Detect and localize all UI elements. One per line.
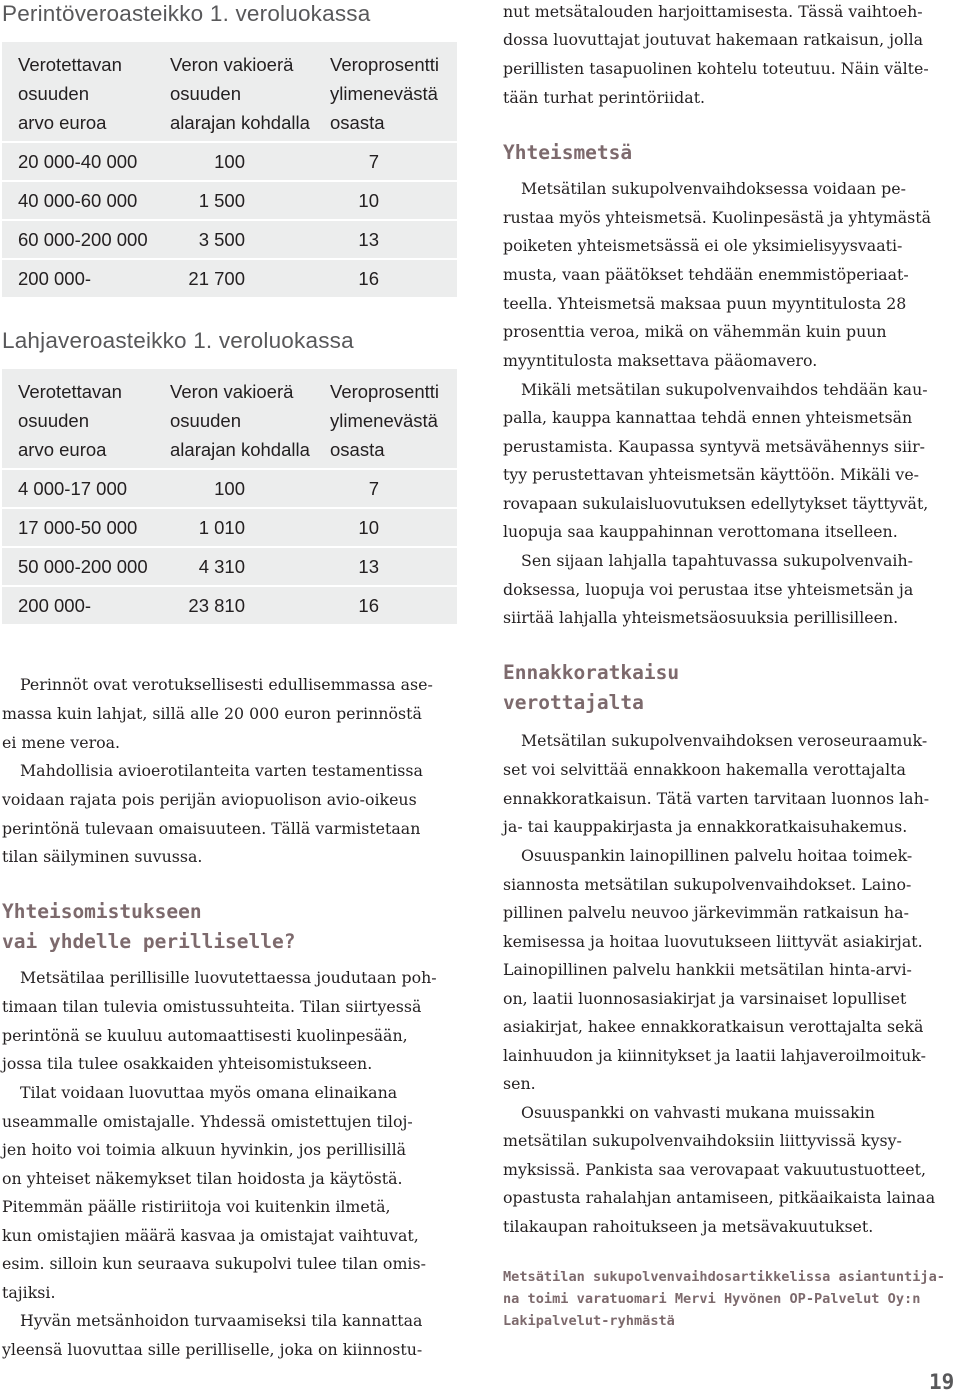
table-row: 17 000-50 000 1 010 10 [2, 507, 457, 546]
paragraph-line: sen. [503, 1074, 536, 1093]
header-tax-percent: Veroprosentti ylimenevästä osasta [330, 54, 440, 133]
paragraph-line: myksissä. Pankista saa verovapaat vakuutustuotteet, [503, 1160, 926, 1179]
section-heading: verottajalta [503, 691, 644, 714]
paragraph-line: lainhuudon ja kiinnitykset ja laatii lahjaveroilmoituk- [503, 1046, 926, 1065]
section-heading: Yhteisomistukseen [2, 900, 202, 923]
paragraph-line: tilakaupan rahoitukseen ja metsävakuutukset. [503, 1217, 874, 1236]
paragraph-line: Metsätilan sukupolvenvaihdoksen veroseuraamuk- [521, 731, 928, 750]
paragraph-line: Metsätilan sukupolvenvaihdoksessa voidaan pe- [521, 179, 906, 198]
header-taxable-value: Verotettavan osuuden arvo euroa [18, 381, 122, 460]
paragraph-line: Sen sijaan lahjalla tapahtuvassa sukupolvenvaih- [521, 551, 913, 570]
paragraph-line: yleensä luovuttaa sille perilliselle, joka on kiinnostu- [2, 1340, 423, 1359]
table-header [2, 42, 457, 141]
paragraph-line: jen hoito voi toimia alkuun hyvinkin, jos perillisillä [2, 1140, 407, 1159]
paragraph-line: pillinen palvelu neuvoo järkevimmän ratkaisun ha- [503, 903, 909, 922]
paragraph-line: jossa tila tulee osakkaiden yhteisomistukseen. [2, 1054, 373, 1073]
paragraph-line: opastusta rahalahjan antamiseen, pitkäaikaista lainaa [503, 1188, 936, 1207]
paragraph-line: rovapaan sukulaisluovutuksen edellytykset täyttyvät, [503, 494, 929, 513]
paragraph-line: musta, vaan päätökset tehdään enemmistöperiaat- [503, 265, 909, 284]
table-header [2, 369, 457, 468]
paragraph-line: siannosta metsätilan sukupolvenvaihdokset. Laino- [503, 875, 912, 894]
paragraph-line: tyy perustettavan yhteismetsän käyttöön. Mikäli ve- [503, 465, 920, 484]
paragraph-line: on yhteiset näkemykset tilan hoidosta ja käytöstä. [2, 1169, 403, 1188]
table-row: 200 000- 23 810 16 [2, 585, 457, 624]
paragraph-line: timaan tilan tulevia omistussuhteita. Tilan siirtyessä [2, 997, 422, 1016]
inheritance-table-title: Perintöveroasteikko 1. veroluokassa [2, 1, 371, 26]
table-row: 20 000-40 000 100 7 [2, 141, 457, 180]
paragraph-line: Hyvän metsänhoidon turvaamiseksi tila kannattaa [20, 1311, 423, 1330]
author-credit: Metsätilan sukupolvenvaihdosartikkelissa asiantuntija- [503, 1269, 945, 1285]
table-row: 60 000-200 000 3 500 13 [2, 219, 457, 258]
paragraph-line: asiakirjat, hakee ennakkoratkaisun verottajalta sekä [503, 1017, 924, 1036]
paragraph-line: kun omistajien määrä kasvaa ja omistajat vaihtuvat, [2, 1226, 419, 1245]
header-taxable-value: Verotettavan osuuden arvo euroa [18, 54, 122, 133]
paragraph-line: Perinnöt ovat verotuksellisesti edullisemmassa ase- [20, 675, 433, 694]
paragraph-line: Metsätilaa perillisille luovutettaessa joudutaan poh- [20, 968, 437, 987]
paragraph-line: tään turhat perintöriidat. [503, 88, 706, 107]
paragraph-line: teella. Yhteismetsä maksaa puun myyntitulosta 28 [503, 294, 907, 313]
author-credit: na toimi varatuomari Mervi Hyvönen OP-Palvelut Oy:n [503, 1291, 921, 1307]
paragraph-line: ei mene veroa. [2, 733, 121, 752]
paragraph-line: luopuja saa kauppahinnan verottomana itselleen. [503, 522, 898, 541]
paragraph-line: Tilat voidaan luovuttaa myös omana elinaikana [20, 1083, 398, 1102]
paragraph-line: perillisten tasapuolinen kohtelu toteutuu. Näin välte- [503, 59, 929, 78]
paragraph-line: on, laatii luonnosasiakirjat ja varsinaiset lopulliset [503, 989, 907, 1008]
paragraph-line: massa kuin lahjat, sillä alle 20 000 euron perinnöstä [2, 704, 422, 723]
paragraph-line: Lainopillinen palvelu hankkii metsätilan hinta-arvi- [503, 960, 912, 979]
paragraph-line: set voi selvittää ennakkoon hakemalla verottajalta [503, 760, 906, 779]
paragraph-line: perintönä tulevaan omaisuuteen. Tällä varmistetaan [2, 819, 421, 838]
header-tax-percent: Veroprosentti ylimenevästä osasta [330, 381, 440, 460]
paragraph-line: doksessa, luopuja voi perustaa itse yhteismetsän ja [503, 580, 914, 599]
paragraph-line: esim. silloin kun seuraava sukupolvi tulee tilan omis- [2, 1254, 426, 1273]
paragraph-line: dossa luovuttajat joutuvat hakemaan ratkaisun, jolla [503, 30, 924, 49]
paragraph-line: rustaa myös yhteismetsä. Kuolinpesästä ja yhtymästä [503, 208, 932, 227]
paragraph-line: ja- tai kauppakirjasta ja ennakkoratkaisuhakemus. [503, 817, 908, 836]
paragraph-line: ennakkoratkaisun. Tätä varten tarvitaan luonnos lah- [503, 789, 930, 808]
paragraph-line: useammalle omistajalle. Yhdessä omistettujen tiloj- [2, 1112, 413, 1131]
paragraph-line: nut metsätalouden harjoittamisesta. Tässä vaihtoeh- [503, 2, 923, 21]
table-row: 200 000- 21 700 16 [2, 258, 457, 297]
gift-table-title: Lahjaveroasteikko 1. veroluokassa [2, 328, 354, 353]
paragraph-line: voidaan rajata pois perijän aviopuolison avio-oikeus [2, 790, 417, 809]
paragraph-line: Mikäli metsätilan sukupolvenvaihdos tehdään kau- [521, 380, 928, 399]
paragraph-line: tajiksi. [2, 1283, 56, 1302]
paragraph-line: Mahdollisia avioerotilanteita varten testamentissa [20, 761, 423, 780]
author-credit: Lakipalvelut-ryhmästä [503, 1313, 675, 1329]
paragraph-line: tilan säilyminen suvussa. [2, 847, 203, 866]
header-base-tax: Veron vakioerä osuuden alarajan kohdalla [170, 54, 310, 133]
gift-tax-table [2, 369, 457, 624]
paragraph-line: poiketen yhteismetsässä ei ole yksimielisyysvaati- [503, 236, 903, 255]
paragraph-line: perintönä se kuuluu automaattisesti kuolinpesään, [2, 1026, 408, 1045]
paragraph-line: Osuuspankki on vahvasti mukana muissakin [521, 1103, 875, 1122]
page-number: 19 [929, 1370, 955, 1394]
paragraph-line: metsätilan sukupolvenvaihdoksiin liittyvissä kysy- [503, 1131, 902, 1150]
paragraph-line: perustamista. Kaupassa syntyvä metsävähennys siir- [503, 437, 925, 456]
inheritance-tax-table [2, 42, 457, 297]
header-base-tax: Veron vakioerä osuuden alarajan kohdalla [170, 381, 310, 460]
paragraph-line: Osuuspankin lainopillinen palvelu hoitaa toimek- [521, 846, 913, 865]
paragraph-line: siirtää lahjalla yhteismetsäosuuksia perillisilleen. [503, 608, 899, 627]
paragraph-line: kemisessa ja hoitaa luovutukseen liittyvät asiakirjat. [503, 932, 923, 951]
paragraph-line: Pitemmän päälle ristiriitoja voi kuitenkin ilmetä, [2, 1197, 391, 1216]
table-row: 50 000-200 000 4 310 13 [2, 546, 457, 585]
section-heading: Yhteismetsä [503, 141, 633, 164]
section-heading: Ennakkoratkaisu [503, 661, 680, 684]
table-row: 4 000-17 000 100 7 [2, 468, 457, 507]
table-row: 40 000-60 000 1 500 10 [2, 180, 457, 219]
paragraph-line: prosenttia veroa, mikä on vähemmän kuin puun [503, 322, 887, 341]
section-heading: vai yhdelle perilliselle? [2, 930, 296, 953]
paragraph-line: myyntitulosta maksettava pääomavero. [503, 351, 818, 370]
paragraph-line: palla, kauppa kannattaa tehdä ennen yhteismetsän [503, 408, 913, 427]
